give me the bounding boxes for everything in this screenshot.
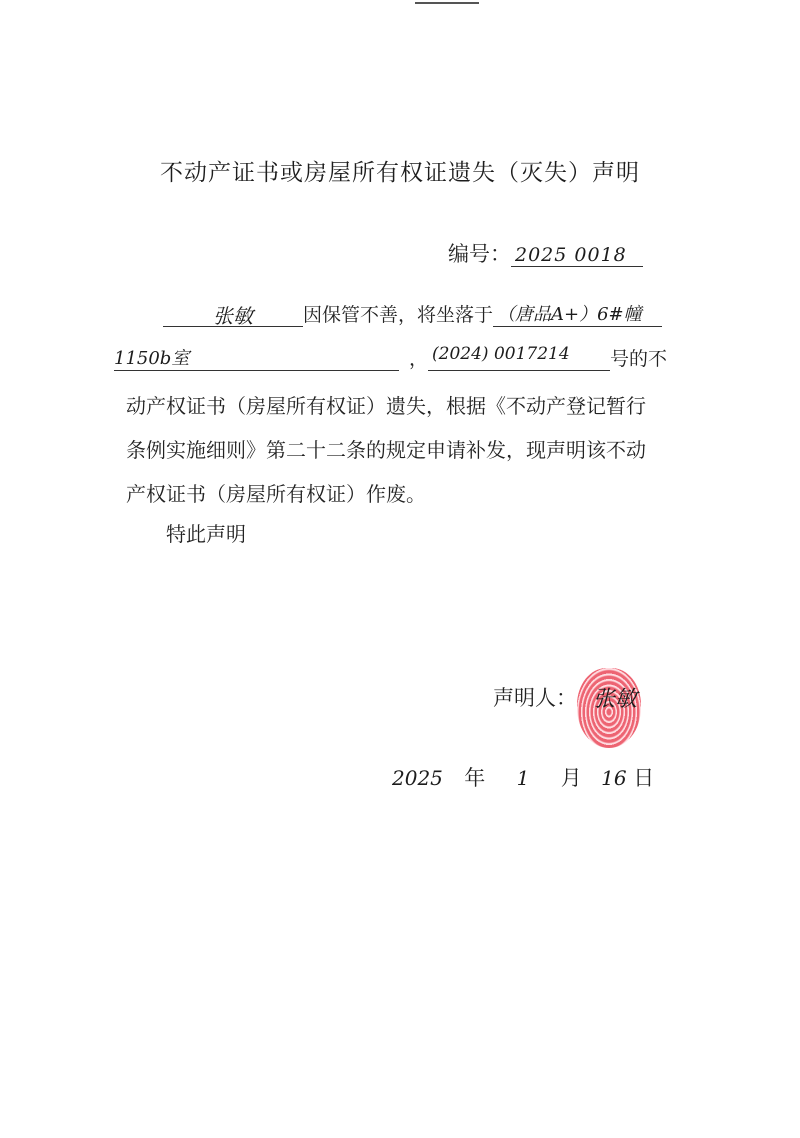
closing-text: 特此声明 [166,522,246,546]
declarant-name-field: 张敏 [163,300,303,327]
date-month-label: 月 [560,766,582,790]
statement-text-2: 号的不 [610,348,668,370]
cert-number-field: (2024) 0017214 [428,344,610,371]
statement-line-4: 条例实施细则》第二十二条的规定申请补发，现声明该不动 [126,438,646,462]
location-field-2: 1150b室 [114,344,399,371]
statement-line-1 [163,300,662,327]
serial-number [448,238,643,268]
date-year: 2025 [392,766,443,790]
statement-text-1: 因保管不善，将坐落于 [303,304,494,326]
serial-label: 编号： [448,242,511,266]
date-month: 1 [516,766,530,790]
serial-value: 2025 0018 [511,244,643,267]
top-edge-mark [415,2,479,4]
date-year-label: 年 [464,766,486,790]
declarant-label: 声明人： [493,686,577,710]
statement-line-5: 产权证书（房屋所有权证）作废。 [126,482,426,506]
signature-name: 张敏 [593,687,638,712]
declaration-date [392,762,654,792]
location-field-1: （唐品A+）6#幢 [493,300,662,327]
date-day: 16 [601,766,627,790]
statement-line-2 [114,344,667,371]
document-title: 不动产证书或房屋所有权证遗失（灭失）声明 [160,160,640,186]
statement-line-3: 动产权证书（房屋所有权证）遗失，根据《不动产登记暂行 [126,394,646,418]
date-day-label: 日 [633,766,655,790]
statement-comma: ， [409,348,429,370]
